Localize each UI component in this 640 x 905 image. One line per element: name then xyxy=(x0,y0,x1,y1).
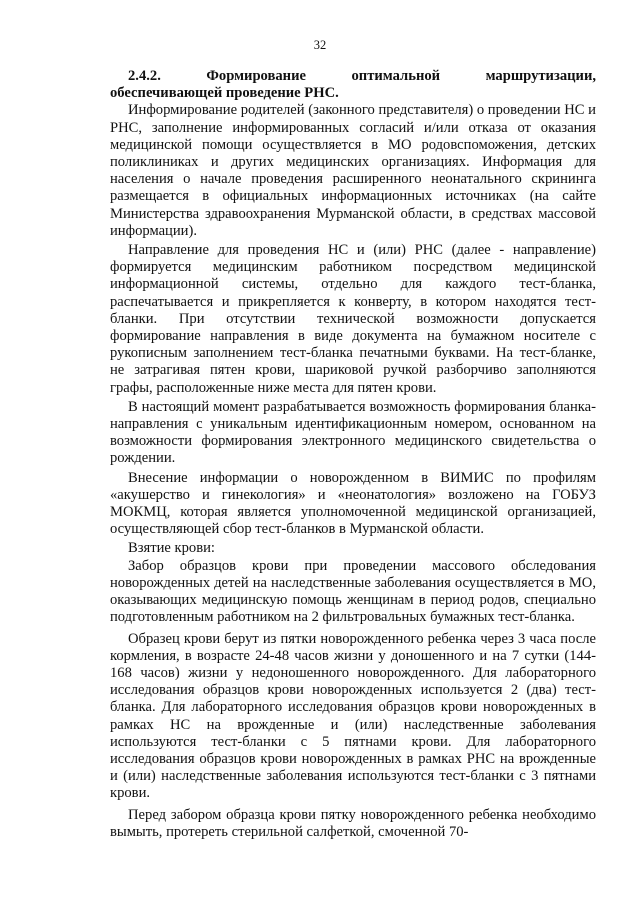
paragraph-preparation: Перед забором образца крови пятку новорожденного ребенка необходимо вымыть, протереть стерильной салфеткой, смоченной 70- xyxy=(110,806,596,840)
paragraph-heel-sample: Образец крови берут из пятки новорожденного ребенка через 3 часа после кормления, в возрасте 24-48 часов жизни у доношенного и на 7 сутки (144-168 часов) жизни у недоношенного новорожденного. Для лабораторного исследования образцов крови новорожденных используется 2 (два) тест-бланка. Для лабораторного исследования образцов крови новорожденных в рамках НС на врожденные и (или) наследственные заболевания используются тест-бланки с 5 пятнами крови. Для лабораторного исследования образцов крови новорожденных в рамках РНС на врожденные и (или) наследственные заболевания используются тест-бланки с 3 пятнами крови. xyxy=(110,630,596,802)
section-heading-continued: обеспечивающей проведение РНС. xyxy=(110,85,339,102)
paragraph-sampling: Забор образцов крови при проведении массового обследования новорожденных детей на наследственные заболевания осуществляется в МО, оказывающих медицинскую помощь женщинам в период родов, специально подготовленным работником на 2 фильтровальных бумажных тест-бланка. xyxy=(110,557,596,626)
paragraph-vimis: Внесение информации о новорожденном в ВИМИС по профилям «акушерство и гинекология» и «неонатология» возложено на ГОБУЗ МОКМЦ, которая является уполномоченной медицинской организацией, осуществляющей сбор тест-бланков в Мурманской области. xyxy=(110,469,596,538)
paragraph-development: В настоящий момент разрабатывается возможность формирования бланка-направления с уникальным идентификационным номером, основанном на возможности формирования электронного медицинского свидетельства о рождении. xyxy=(110,398,596,467)
page-content xyxy=(110,68,596,843)
subheading-blood-sampling: Взятие крови: xyxy=(128,540,215,557)
paragraph-informing: Информирование родителей (законного представителя) о проведении НС и РНС, заполнение информированных согласий и/или отказа от оказания медицинской помощи осуществляется в МО родовспоможения, детских поликлиниках и других медицинских организациях. Информация для населения о начале проведения расширенного неонатального скрининга размещается в официальных информационных источниках (на сайте Министерства здравоохранения Мурманской области, в средствах массовой информации). xyxy=(110,102,596,239)
section-heading: 2.4.2. Формирование оптимальной маршрутизации, xyxy=(128,68,596,84)
paragraph-referral: Направление для проведения НС и (или) РНС (далее - направление) формируется медицинским работником посредством медицинской информационной системы, отдельно для каждого тест-бланка, распечатывается и прикрепляется к конверту, в котором находятся тест-бланки. При отсутствии технической возможности допускается формирование направления в виде документа на бумажном носителе с рукописным заполнением тест-бланка печатными буквами. На тест-бланке, не затрагивая пятен крови, шариковой ручкой разборчиво заполняются графы, расположенные ниже места для пятен крови. xyxy=(110,242,596,396)
page-number: 32 xyxy=(313,38,327,52)
